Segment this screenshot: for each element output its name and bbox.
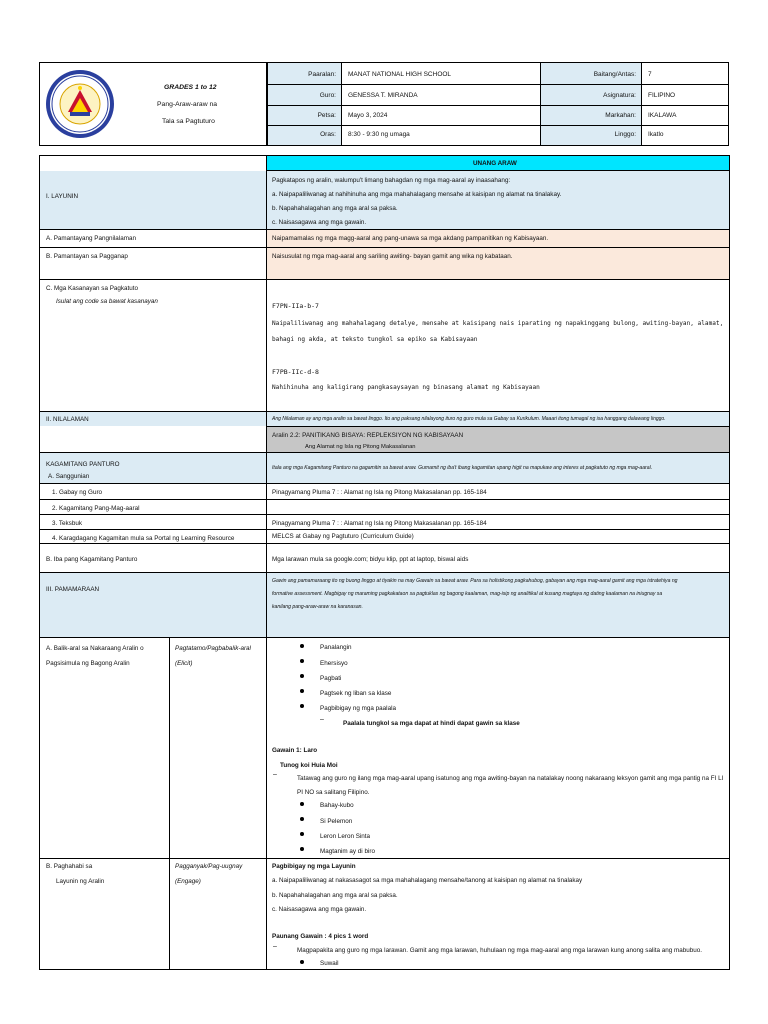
pamamaraan-label-cell [40, 573, 266, 637]
balik-aral-label-1: A. Balik-aral sa Nakaraang Aralin o [46, 645, 144, 652]
gawain-instruction-b: PI NO sa salitang Filipino. [297, 789, 370, 796]
bullet-panalangin: Panalangin [320, 644, 352, 651]
date-label: Petsa: [317, 112, 336, 119]
day-header: UNANG ARAW [473, 160, 517, 167]
bullet-icon [300, 704, 304, 708]
bullet-icon [300, 689, 304, 693]
phase-column-divider [169, 637, 170, 970]
balik-aral-phase-2: (Elicit) [175, 660, 193, 667]
kasanayan-text-1a: Naipaliliwanag ang mahahalagang detalye, mensahe at kaisipang nais iparating ng napakinggang bulong, awiting-bayan, alamat, [272, 320, 724, 327]
paghahabi-line-0: a. Naipapaliliwanag at nakasasagot sa mga mahahalagang mensahe/tanong at kaisipan ng alamat na tinalakay [272, 877, 583, 884]
pangnilalaman-label: A. Pamantayang Pangnilalaman [46, 235, 136, 242]
row-divider [39, 529, 730, 530]
bullet-icon [300, 847, 304, 851]
row-divider [39, 483, 730, 484]
row-divider [39, 499, 730, 500]
dash-icon: – [320, 716, 324, 723]
bullet-pagtsek: Pagtsek ng liban sa klase [320, 690, 392, 697]
bullet-icon [300, 674, 304, 678]
bullet-icon [300, 960, 304, 964]
quarter-value: IKALAWA [648, 112, 677, 119]
iba-pang-label: B. Iba pang Kagamitang Panturo [46, 556, 138, 563]
gawain-title: Gawain 1: Laro [272, 747, 318, 754]
dll-title-line2: Tala sa Pagtuturo [162, 118, 215, 125]
nilalaman-label: II. NILALAMAN [46, 416, 89, 423]
gabay-guro-label: 1. Gabay ng Guro [52, 489, 103, 496]
kasanayan-sublabel: Isulat ang code sa bawat kasanayan [56, 298, 158, 305]
subject-value: FILIPINO [648, 92, 676, 99]
kasanayan-code-1: F7PN-IIa-b-7 [272, 302, 319, 310]
grade-value: 7 [648, 71, 652, 78]
pamamaraan-label: III. PAMAMARAAN [46, 586, 100, 593]
bullet-icon [300, 832, 304, 836]
bullet-paalala: Pagbibigay ng mga paalala [320, 705, 396, 712]
iba-pang-value: Mga larawan mula sa google.com; bidyu klip, ppt at laptop, biswal aids [272, 556, 469, 563]
subject-label: Asignatura: [603, 92, 636, 99]
paghahabi-phase-1: Pagganyak/Pag-uugnay [175, 863, 243, 870]
layunin-line-2: b. Napahahalagahan ang mga aral sa paksa. [272, 205, 398, 212]
kagamitan-note: Itala ang mga Kagamitang Panturo na gagamitin sa bawat araw. Gumamit ng iba't ibang kagamitan upang higit na mapukaw ang interes at pagkatuto ng mga mag-aaral. [272, 465, 653, 471]
time-label: Oras: [320, 131, 336, 138]
kasanayan-label: C. Mga Kasanayan sa Pagkatuto [46, 285, 139, 292]
grades-title: GRADES 1 to 12 [164, 84, 217, 91]
karagdagang-label: 4. Karagdagang Kagamitan mula sa Portal ng Learning Resource [52, 535, 235, 542]
row-divider [39, 637, 730, 638]
balik-aral-label-2: Pagsisimula ng Bagong Aralin [46, 660, 130, 667]
paghahabi-title: Pagbibigay ng mga Layunin [272, 863, 356, 870]
paunang-gawain: Paunang Gawain : 4 pics 1 word [272, 933, 369, 940]
paunang-instruction: Magpapakita ang guro ng mga larawan. Gamit ang mga larawan, huhulaan ng mga mag-aaral ang mga larawan kung anong salita ang mabubuo. [297, 947, 703, 954]
bullet-suwail: Suwail [320, 960, 339, 967]
nilalaman-note: Ang Nilalaman ay ang mga aralin sa bawat linggo. Ito ang paksang nilalayong ituro ng guro mula sa Gabay sa Kurikulum. Maaari itong tumagal ng isa hanggang dalawang linggo. [272, 416, 666, 422]
pamamaraan-note-0: Gawin ang pamamaraang ito ng buong linggo at tiyakin na may Gawain sa bawat araw. Para sa holistikong pagkahubog, gabayan ang mga mag-aaral gamit ang mga istratehiya ng [272, 578, 678, 584]
sanggunian-label: A. Sanggunian [48, 473, 90, 480]
song-si-pelemon: Si Pelemon [320, 818, 353, 825]
row-divider [39, 279, 730, 280]
week-label: Linggo: [614, 131, 636, 138]
aralin-subtitle: Ang Alamat ng Isla ng Pitong Makasalanan [305, 444, 416, 450]
gawain-subtitle: Tunog koi Huia Moi [280, 762, 338, 769]
pagganap-label: B. Pamantayan sa Pagganap [46, 253, 128, 260]
bullet-icon [300, 802, 304, 806]
paghahabi-line-2: c. Naisasagawa ang mga gawain. [272, 906, 367, 913]
balik-aral-phase-1: Pagtatamo/Pagbabalik-aral [175, 645, 251, 652]
deped-seal-logo [44, 68, 116, 140]
week-value: Ikatlo [648, 131, 664, 138]
kasanayan-text-2: Nahihinuha ang kaligirang pangkasaysayan ng binasang alamat ng Kabisayaan [272, 384, 540, 391]
bullet-icon [300, 659, 304, 663]
song-magtanim: Magtanim ay di biro [320, 848, 375, 855]
pamamaraan-note-1: formative assessment. Magbigay ng maraming pagkakataon sa pagtuklas ng bagong kaalaman, mag-isip ng analitikal at kusang magtaya ng dating kaalaman na iniugnay sa [272, 591, 663, 597]
dash-icon: – [273, 771, 277, 778]
row-divider [39, 858, 730, 859]
school-value: MANAT NATIONAL HIGH SCHOOL [348, 71, 452, 78]
bullet-pagbati: Pagbati [320, 675, 342, 682]
pang-mag-aaral-label: 2. Kagamitang Pang-Mag-aaral [52, 505, 140, 512]
aralin-title: Aralin 2.2: PANITIKANG BISAYA: REPLEKSIYON NG KABISAYAAN [272, 432, 464, 439]
dll-title-line1: Pang-Araw-araw na [157, 101, 218, 108]
gabay-guro-value: Pinagyamang Pluma 7 : : Alamat ng Isla ng Pitong Makasalanan pp. 165-184 [272, 489, 487, 496]
teacher-value: GENESSA T. MIRANDA [348, 92, 418, 99]
teksbuk-value: Pinagyamang Pluma 7 : : Alamat ng Isla ng Pitong Makasalanan pp. 165-184 [272, 520, 487, 527]
date-value: Mayo 3, 2024 [348, 112, 388, 119]
song-bahay-kubo: Bahay-kubo [320, 802, 354, 809]
paghahabi-line-1: b. Napahahalagahan ang mga aral sa paksa. [272, 892, 398, 899]
kasanayan-text-1b: bahagi ng akda, at teksto tungkol sa epiko sa Kabisayaan [272, 336, 478, 343]
pagganap-text: Naisusulat ng mga mag-aaral ang sariling awiting- bayan gamit ang wika ng kabataan. [272, 253, 513, 260]
paghahabi-phase-2: (Engage) [175, 878, 201, 885]
pamamaraan-note-2: kanilang pang-araw-araw na karanasan. [272, 604, 363, 610]
school-label: Paaralan: [308, 71, 336, 78]
teksbuk-label: 3. Teksbuk [52, 520, 82, 527]
karagdagang-value: MELCS at Gabay ng Pagtuturo (Curriculum Guide) [272, 533, 414, 540]
kasanayan-code-2: F7PB-IIc-d-8 [272, 368, 319, 376]
layunin-line-3: c. Naisasagawa ang mga gawain. [272, 219, 367, 226]
bullet-ehersisyo: Ehersisyo [320, 660, 348, 667]
pangnilalaman-text: Naipamamalas ng mga magg-aaral ang pang-unawa sa mga akdang pampanitikan ng Kabisayaan. [272, 235, 549, 242]
row-divider [39, 543, 730, 544]
layunin-label: I. LAYUNIN [46, 193, 79, 200]
kagamitan-label: KAGAMITANG PANTURO [46, 461, 120, 468]
dash-icon: – [273, 943, 277, 950]
grade-label: Baitang/Antas: [593, 71, 636, 78]
bullet-icon [300, 644, 304, 648]
row-divider [39, 514, 730, 515]
teacher-label: Guro: [319, 92, 336, 99]
quarter-label: Markahan: [605, 112, 636, 119]
bullet-icon [300, 817, 304, 821]
layunin-line-1: a. Naipapaliliwanag at nahihinuha ang mga mahahalagang mensahe at kaisipan ng alamat na tinalakay. [272, 191, 562, 198]
song-leron: Leron Leron Sinta [320, 833, 371, 840]
paghahabi-label-2: Layunin ng Aralin [56, 878, 105, 885]
gawain-instruction-a: Tatawag ang guro ng ilang mga mag-aaral upang isatunog ang mga awiting-bayan na natalakay noong nakaraang leksyon gamit ang mga pantig na FI LI [297, 775, 724, 782]
paghahabi-label-1: B. Paghahabi sa [46, 863, 93, 870]
hdr-rvalue-cell-1 [641, 62, 729, 85]
paalala-sub: Paalala tungkol sa mga dapat at hindi dapat gawin sa klase [343, 720, 520, 727]
time-value: 8:30 - 9:30 ng umaga [348, 131, 410, 138]
layunin-line-0: Pagkatapos ng aralin, walumpu't limang bahagdan ng mga mag-aaral ay inaasahang: [272, 177, 511, 184]
seal-icon [44, 68, 116, 140]
